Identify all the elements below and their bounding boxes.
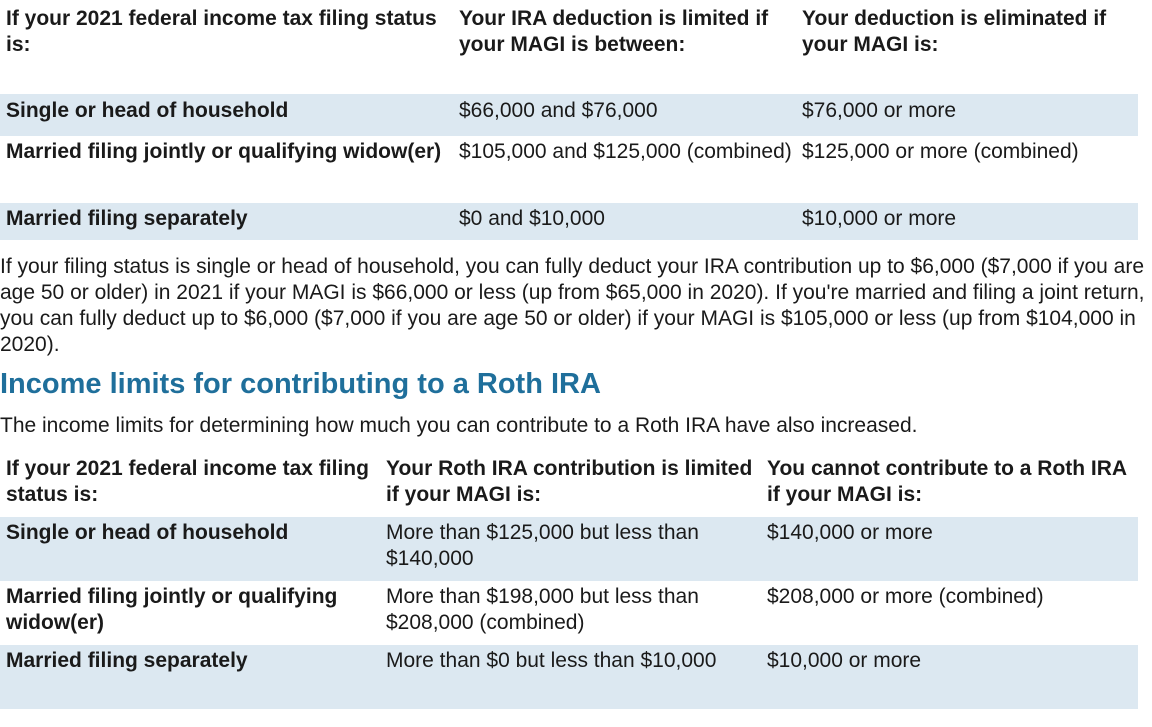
table-row <box>0 517 1138 581</box>
eliminated-cell: $125,000 or more (combined) <box>802 140 1079 163</box>
roth-intro-paragraph: The income limits for determining how much you can contribute to a Roth IRA have also increased. <box>0 414 918 437</box>
table-header-row <box>0 6 1138 94</box>
limit-range-cell: $0 and $10,000 <box>454 203 796 240</box>
header-filing-status: If your 2021 federal income tax filing status is: <box>6 457 369 506</box>
filing-status-cell: Married filing jointly or qualifying widow(er) <box>6 140 442 163</box>
table-row <box>0 136 1138 203</box>
limit-range-cell: More than $125,000 but less than $140,000 <box>386 517 764 581</box>
table-row <box>0 645 1138 709</box>
filing-status-cell: Married filing separately <box>0 203 454 240</box>
header-cannot-contribute: You cannot contribute to a Roth IRA if your MAGI is: <box>767 457 1127 506</box>
header-filing-status: If your 2021 federal income tax filing status is: <box>6 7 437 56</box>
limit-range-cell: $66,000 and $76,000 <box>454 94 796 136</box>
limit-range-cell: $105,000 and $125,000 (combined) <box>459 140 792 163</box>
table-header-row <box>0 456 1138 517</box>
filing-status-cell: Married filing separately <box>0 645 386 709</box>
header-deduction-eliminated: Your deduction is eliminated if your MAGI is: <box>802 7 1107 56</box>
table-row <box>0 94 1138 136</box>
header-contribution-limited: Your Roth IRA contribution is limited if your MAGI is: <box>386 457 753 506</box>
limit-range-cell: More than $0 but less than $10,000 <box>386 645 764 709</box>
header-deduction-limited: Your IRA deduction is limited if your MAGI is between: <box>459 7 769 56</box>
table-row <box>0 203 1138 240</box>
roth-contribution-table <box>0 456 1138 709</box>
eliminated-cell: $10,000 or more <box>796 203 1138 240</box>
filing-status-cell: Single or head of household <box>0 94 454 136</box>
roth-section-heading: Income limits for contributing to a Roth IRA <box>0 368 601 400</box>
table-row <box>0 581 1138 645</box>
eliminated-cell: $76,000 or more <box>796 94 1138 136</box>
cannot-contribute-cell: $10,000 or more <box>764 645 1138 709</box>
deduction-explanation-paragraph: If your filing status is single or head of household, you can fully deduct your IRA contribution up to $6,000 ($7,000 if you are age 50 or older) in 2021 if your MAGI is $66,000 or less (up from $65,000 in 2020). If you're married and filing a joint return, you can fully deduct up to $6,000 ($7,000 if you are age 50 or older) if your MAGI is $105,000 or less (up from $104,000 in 2020). <box>0 255 1145 356</box>
limit-range-cell: More than $198,000 but less than $208,000 (combined) <box>386 585 699 634</box>
cannot-contribute-cell: $208,000 or more (combined) <box>767 585 1044 608</box>
cannot-contribute-cell: $140,000 or more <box>764 517 1138 581</box>
filing-status-cell: Married filing jointly or qualifying widow(er) <box>6 585 338 634</box>
ira-deduction-table <box>0 6 1138 240</box>
filing-status-cell: Single or head of household <box>0 517 386 581</box>
